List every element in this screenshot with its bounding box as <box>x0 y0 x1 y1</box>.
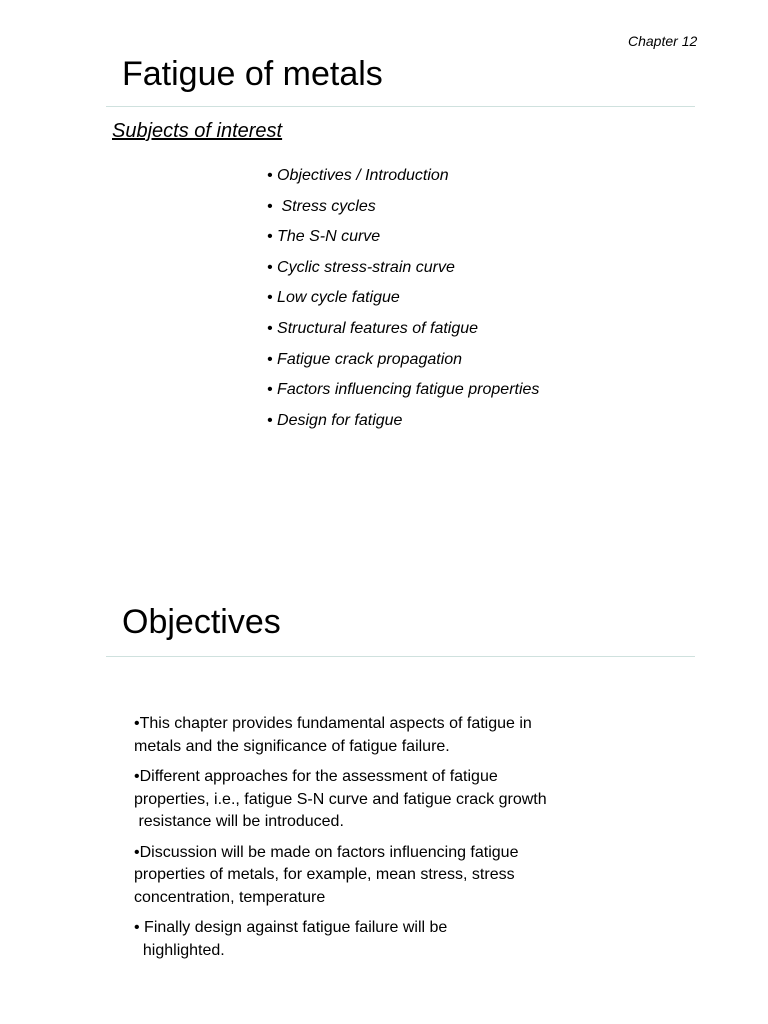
objective-item <box>134 842 614 910</box>
section-divider <box>106 656 695 657</box>
topic-item: • Stress cycles <box>267 197 376 215</box>
title-divider <box>106 106 695 107</box>
objective-line: •Different approaches for the assessment of fatigue <box>134 768 498 785</box>
objective-line: •This chapter provides fundamental aspects of fatigue in <box>134 715 532 732</box>
topic-item: • Low cycle fatigue <box>267 289 400 307</box>
objective-line: resistance will be introduced. <box>134 813 344 830</box>
topic-item: • Fatigue crack propagation <box>267 350 463 368</box>
topic-item: • Design for fatigue <box>267 411 403 429</box>
objective-line: properties of metals, for example, mean stress, stress <box>134 866 515 883</box>
objective-line: •Discussion will be made on factors influencing fatigue <box>134 843 519 861</box>
objective-line: • Finally design against fatigue failure will be <box>134 919 448 936</box>
topic-item: • The S-N curve <box>267 228 381 246</box>
objective-item <box>134 917 614 962</box>
page-title: Fatigue of metals <box>122 55 383 93</box>
objective-line: highlighted. <box>134 941 225 959</box>
objectives-list <box>134 713 614 970</box>
subjects-heading: Subjects of interest <box>112 120 283 142</box>
objective-line: metals and the significance of fatigue failure. <box>134 737 450 755</box>
topic-item: • Objectives / Introduction <box>267 167 449 184</box>
topic-item: • Cyclic stress-strain curve <box>267 258 455 276</box>
section-title: Objectives <box>122 603 281 641</box>
objective-line: properties, i.e., fatigue S-N curve and fatigue crack growth <box>134 790 547 808</box>
objective-item <box>134 766 614 834</box>
topic-item: • Factors influencing fatigue properties <box>267 381 540 399</box>
topic-item: • Structural features of fatigue <box>267 319 479 337</box>
topics-list <box>267 167 539 442</box>
chapter-label: Chapter 12 <box>628 33 698 49</box>
objective-item <box>134 713 614 758</box>
objective-line: concentration, temperature <box>134 888 326 906</box>
